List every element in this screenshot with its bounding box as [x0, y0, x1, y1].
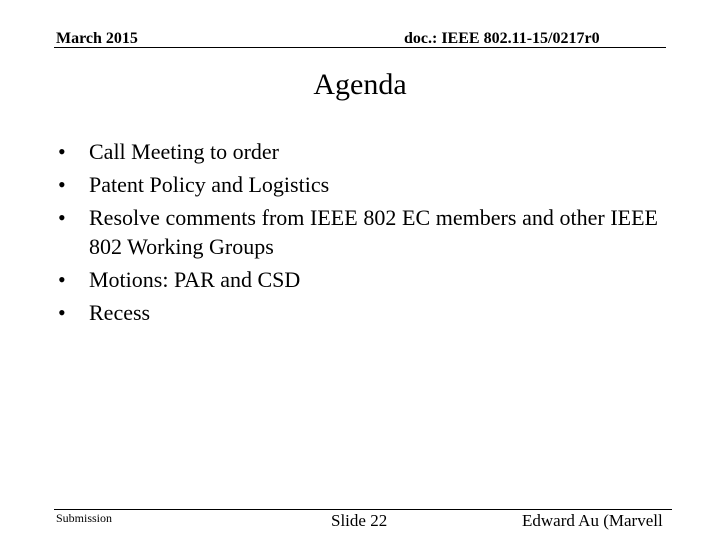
bullet-icon: •: [58, 267, 66, 292]
agenda-item-text: Patent Policy and Logistics: [89, 172, 330, 197]
agenda-item: [58, 298, 658, 327]
agenda-item: [58, 203, 658, 261]
agenda-item-text: Recess: [89, 300, 151, 325]
slide-number: Slide 22: [331, 511, 388, 530]
footer-author: Edward Au (Marvell: [522, 511, 663, 530]
slide-title: Agenda: [313, 68, 407, 101]
agenda-item: [58, 170, 658, 199]
agenda-item-text: Resolve comments from IEEE 802 EC members and other IEEE 802 Working Groups: [89, 205, 658, 259]
bullet-icon: •: [58, 205, 66, 230]
agenda-item: [58, 137, 658, 166]
header-doc-id: doc.: IEEE 802.11-15/0217r0: [404, 30, 600, 47]
footer-divider: [54, 509, 672, 510]
bullet-icon: •: [58, 300, 66, 325]
agenda-list: [58, 137, 658, 331]
bullet-icon: •: [58, 139, 66, 164]
agenda-item: [58, 265, 658, 294]
agenda-item-text: Call Meeting to order: [89, 139, 280, 164]
agenda-item-text: Motions: PAR and CSD: [89, 267, 301, 292]
header-divider: [54, 47, 666, 48]
header-date: March 2015: [56, 30, 138, 47]
footer-submission: Submission: [56, 511, 113, 525]
bullet-icon: •: [58, 172, 66, 197]
